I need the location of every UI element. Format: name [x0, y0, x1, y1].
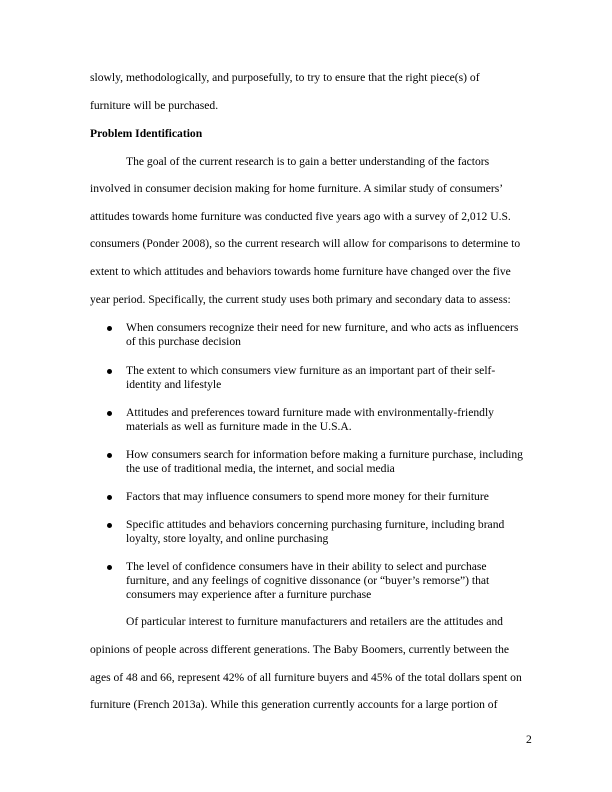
body-text-line: furniture (French 2013a). While this generation currently accounts for a large portion of [90, 698, 498, 711]
bullet-text-line: materials as well as furniture made in the U.S.A. [126, 420, 352, 433]
body-text-line: attitudes towards home furniture was conducted five years ago with a survey of 2,012 U.S. [90, 210, 511, 223]
page-number: 2 [526, 733, 532, 746]
bullet-icon [107, 565, 113, 571]
bullet-text-line: How consumers search for information before making a furniture purchase, including [126, 448, 523, 461]
bullet-icon [107, 453, 113, 459]
bullet-text-line: Factors that may influence consumers to spend more money for their furniture [126, 490, 489, 503]
bullet-text-line: of this purchase decision [126, 335, 241, 348]
bullet-text-line: Attitudes and preferences toward furniture made with environmentally-friendly [126, 406, 494, 419]
section-heading: Problem Identification [90, 127, 203, 140]
bullet-text-line: furniture, and any feelings of cognitive dissonance (or “buyer’s remorse”) that [126, 574, 490, 587]
bullet-text-line: consumers may experience after a furniture purchase [126, 588, 372, 601]
bullet-text-line: When consumers recognize their need for new furniture, and who acts as influencers [126, 321, 519, 334]
bullet-icon [107, 326, 113, 332]
body-text-line: involved in consumer decision making for home furniture. A similar study of consumers’ [90, 182, 504, 195]
bullet-icon [107, 495, 113, 501]
body-text-line: slowly, methodologically, and purposefully, to try to ensure that the right piece(s) of [90, 71, 480, 84]
body-text-line: consumers (Ponder 2008), so the current research will allow for comparisons to determine to [90, 237, 521, 250]
body-text-line: The goal of the current research is to gain a better understanding of the factors [126, 155, 490, 168]
body-text-line: Of particular interest to furniture manufacturers and retailers are the attitudes and [126, 615, 503, 628]
bullet-text-line: identity and lifestyle [126, 378, 222, 391]
bullet-text-line: the use of traditional media, the internet, and social media [126, 462, 395, 475]
body-text-line: year period. Specifically, the current study uses both primary and secondary data to assess: [90, 293, 511, 306]
bullet-icon [107, 523, 113, 529]
bullet-text-line: The level of confidence consumers have in their ability to select and purchase [126, 560, 487, 573]
body-text-line: furniture will be purchased. [90, 99, 219, 112]
bullet-icon [107, 369, 113, 375]
bullet-text-line: The extent to which consumers view furniture as an important part of their self- [126, 364, 496, 377]
body-text-line: opinions of people across different generations. The Baby Boomers, currently between the [90, 643, 510, 656]
bullet-icon [107, 411, 113, 417]
bullet-text-line: loyalty, store loyalty, and online purchasing [126, 532, 329, 545]
body-text-line: ages of 48 and 66, represent 42% of all furniture buyers and 45% of the total dollars spent on [90, 671, 522, 684]
body-text-line: extent to which attitudes and behaviors towards home furniture have changed over the five [90, 265, 511, 278]
bullet-text-line: Specific attitudes and behaviors concerning purchasing furniture, including brand [126, 518, 505, 531]
